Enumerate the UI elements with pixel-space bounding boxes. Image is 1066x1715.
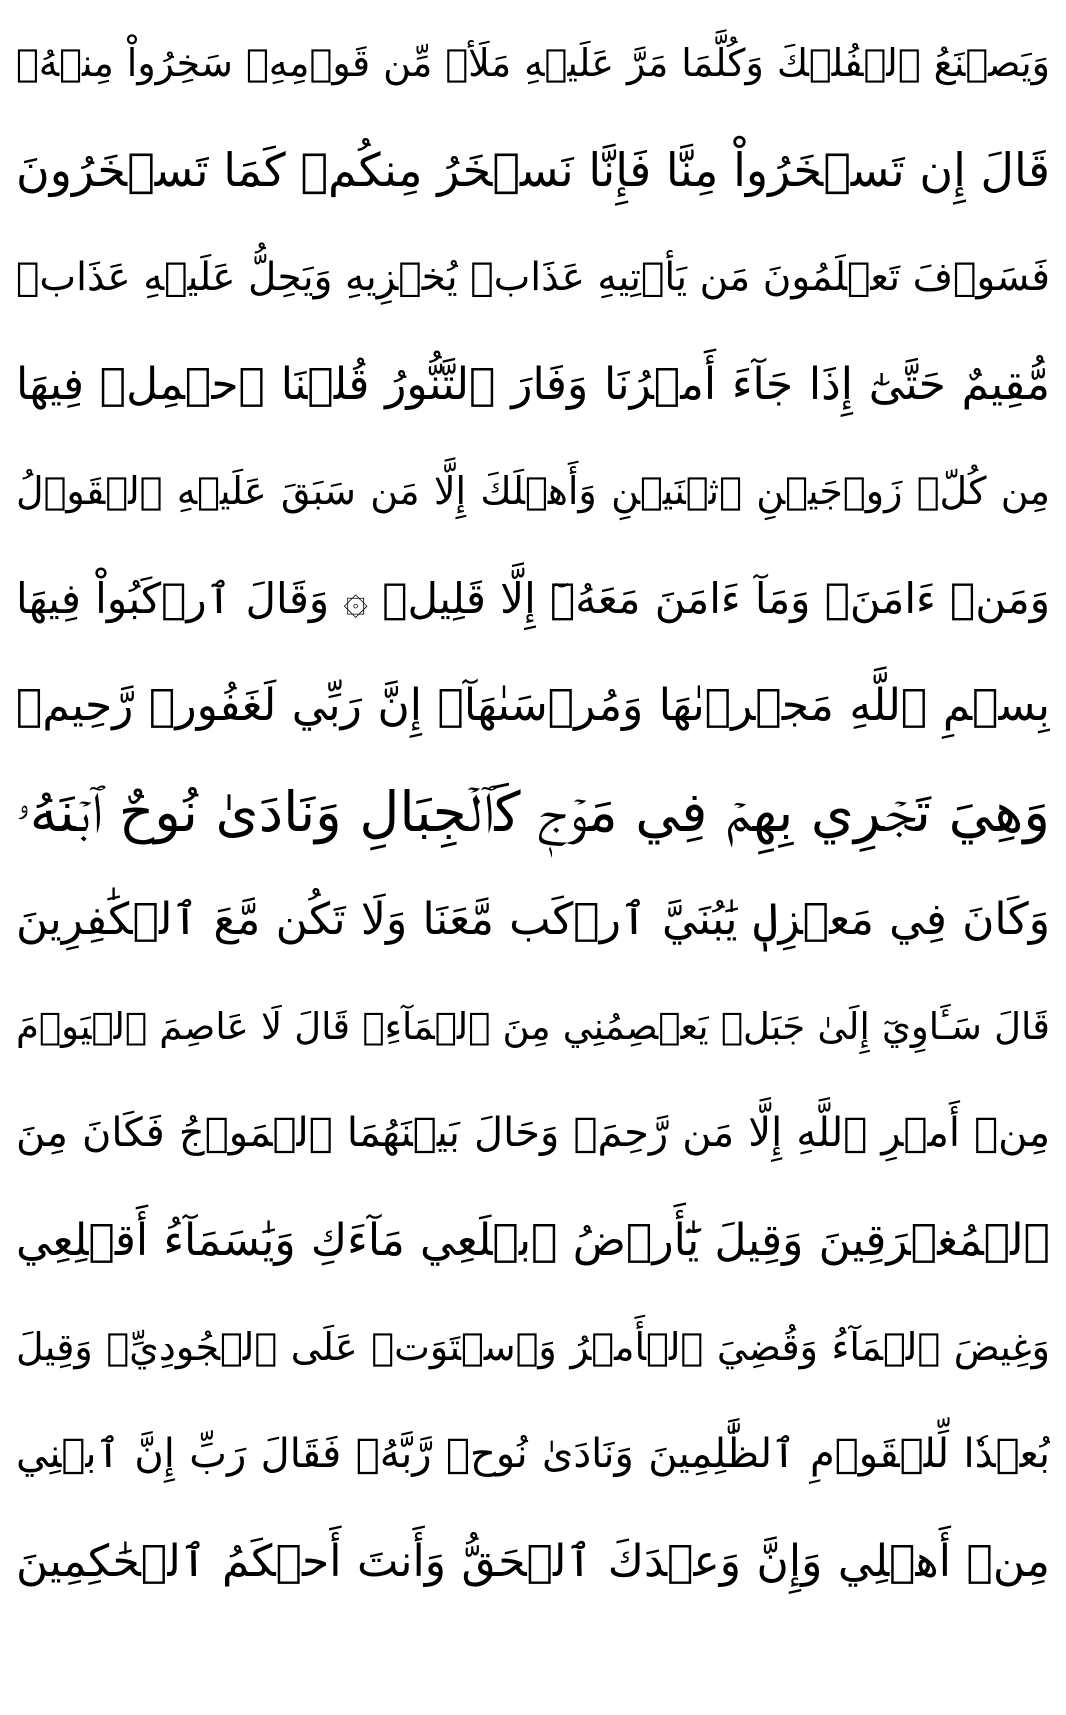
text-line-3: فَسَوۡفَ تَعۡلَمُونَ مَن يَأۡتِيهِ عَذَابٞ يُخۡزِيهِ وَيَحِلُّ عَلَيۡهِ عَذَابٞ (16, 255, 1050, 300)
text-line-7: بِسۡمِ ٱللَّهِ مَجۡرٜىٰهَا وَمُرۡسَىٰهَآۚ إِنَّ رَبِّي لَغَفُورٞ رَّحِيمٞ (16, 680, 1050, 731)
text-line-13: وَغِيضَ ٱلۡمَآءُ وَقُضِيَ ٱلۡأَمۡرُ وَٱسۡتَوَتۡ عَلَى ٱلۡجُودِيِّۖ وَقِيلَ (16, 1325, 1050, 1369)
text-line-12: ٱلۡمُغۡرَقِينَ وَقِيلَ يَٰٓأَرۡضُ ٱبۡلَعِي مَآءَكِ وَيَٰسَمَآءُ أَقۡلِعِي (16, 1215, 1050, 1266)
text-line-11: مِنۡ أَمۡرِ ٱللَّهِ إِلَّا مَن رَّحِمَۚ وَحَالَ بَيۡنَهُمَا ٱلۡمَوۡجُ فَكَانَ مِنَ (16, 1110, 1050, 1156)
text-line-6: وَمَنۡ ءَامَنَۚ وَمَآ ءَامَنَ مَعَهُۥٓ إِلَّا قَلِيلٞ ۞ وَقَالَ ٱرۡكَبُواْ فِيهَا (16, 574, 1050, 623)
text-line-15: مِنۡ أَهۡلِي وَإِنَّ وَعۡدَكَ ٱلۡحَقُّ وَأَنتَ أَحۡكَمُ ٱلۡحَٰكِمِينَ (16, 1536, 1050, 1587)
text-line-1: وَيَصۡنَعُ ٱلۡفُلۡكَ وَكُلَّمَا مَرَّ عَلَيۡهِ مَلَأٞ مِّن قَوۡمِهِۦ سَخِرُواْ مِنۡهُۚ (16, 41, 1050, 85)
text-line-9: وَكَانَ فِي مَعۡزِلٖ يَٰبُنَيَّ ٱرۡكَب مَّعَنَا وَلَا تَكُن مَّعَ ٱلۡكَٰفِرِينَ (16, 894, 1050, 945)
text-line-8: وَهِيَ تَجۡرِي بِهِمۡ فِي مَوۡجٖ كَٱلۡجِبَالِ وَنَادَىٰ نُوحٌ ٱبۡنَهُۥ (16, 780, 1050, 844)
text-line-4: مُّقِيمٌ حَتَّىٰٓ إِذَا جَآءَ أَمۡرُنَا وَفَارَ ٱلتَّنُّورُ قُلۡنَا ٱحۡمِلۡ فِيهَا (16, 359, 1050, 410)
text-line-14: بُعۡدٗا لِّلۡقَوۡمِ ٱلظَّٰلِمِينَ وَنَادَىٰ نُوحٞ رَّبَّهُۥ فَقَالَ رَبِّ إِنَّ ٱبۡنِي (16, 1431, 1050, 1477)
text-line-5: مِن كُلّٖ زَوۡجَيۡنِ ٱثۡنَيۡنِ وَأَهۡلَكَ إِلَّا مَن سَبَقَ عَلَيۡهِ ٱلۡقَوۡلُ (16, 469, 1050, 513)
text-line-10: قَالَ سَـَٔاوِيٓ إِلَىٰ جَبَلٖ يَعۡصِمُنِي مِنَ ٱلۡمَآءِۚ قَالَ لَا عَاصِمَ ٱلۡيَوۡمَ (16, 1005, 1050, 1048)
text-line-2: قَالَ إِن تَسۡخَرُواْ مِنَّا فَإِنَّا نَسۡخَرُ مِنكُمۡ كَمَا تَسۡخَرُونَ (16, 143, 1050, 197)
